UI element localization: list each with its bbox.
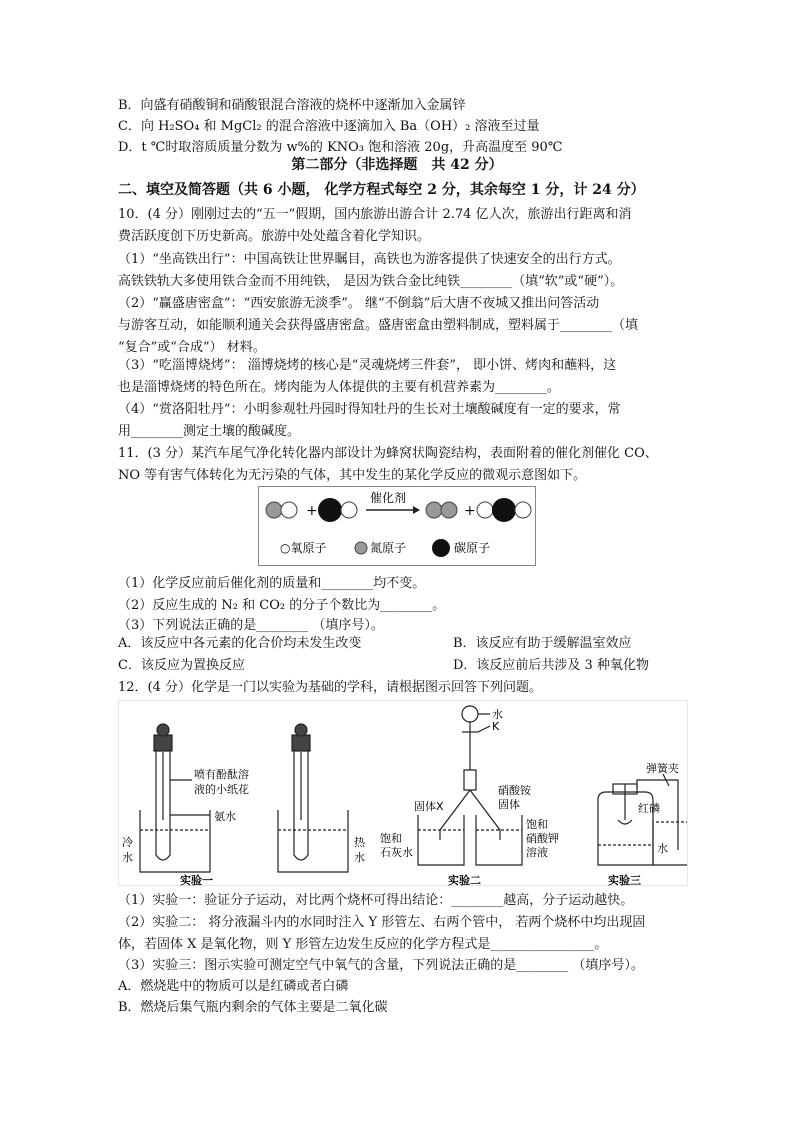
- catalyst-label: 催化剂: [370, 491, 407, 505]
- legend-nitrogen-swatch: [355, 542, 367, 554]
- q9-option-c: C．向 H₂SO₄ 和 MgCl₂ 的混合溶液中逐滴加入 Ba（OH）₂ 溶液至过量: [118, 119, 540, 134]
- q12-option-a: A．燃烧匙中的物质可以是红磷或者白磷: [118, 979, 349, 994]
- reaction-micro-diagram: [258, 486, 536, 566]
- q10-part1-line1: （1）“坐高铁出行”：中国高铁让世界瞩目，高铁也为游客提供了快速安全的出行方式。: [118, 252, 621, 267]
- q12-option-b: B．燃烧后集气瓶内剩余的气体主要是二氧化碳: [118, 1000, 388, 1015]
- label-hot: 热: [354, 836, 365, 849]
- q11-stem-line2: NO 等有害气体转化为无污染的气体，其中发生的某化学反应的微观示意图如下。: [118, 468, 587, 483]
- plus-1: +: [306, 503, 318, 519]
- label-red-phosphorus: 红磷: [638, 802, 660, 815]
- q9-option-d: D．t ℃时取溶质质量分数为 w%的 KNO₃ 饱和溶液 20g，升高温度至 90℃: [118, 140, 563, 155]
- q11-stem-line1: 11．(3 分）某汽车尾气净化转化器内部设计为蜂窝状陶瓷结构，表面附着的催化剂催化 CO、: [118, 446, 658, 461]
- q11-option-d: D．该反应前后共涉及 3 种氧化物: [453, 658, 649, 673]
- label-water-beaker: 水: [657, 842, 668, 855]
- q11-option-c: C．该反应为置换反应: [118, 658, 245, 673]
- label-spray-flower: 喷有酚酞溶: [194, 768, 249, 781]
- label-kno3-2: 硝酸钾: [526, 832, 559, 845]
- caption-experiment-three: 实验三: [608, 874, 641, 886]
- q11-option-a: A．该反应中各元素的化合价均未发生改变: [118, 636, 362, 651]
- q11-part1: （1）化学反应前后催化剂的质量和________均不变。: [118, 576, 426, 591]
- q12-part3: （3）实验三：图示实验可测定空气中氧气的含量，下列说法正确的是________ （填序号）。: [118, 958, 644, 973]
- q9-option-b: B．向盛有硝酸铜和硝酸银混合溶液的烧杯中逐渐加入金属锌: [118, 98, 466, 113]
- label-cold: 冷: [122, 836, 133, 849]
- q12-part1: （1）实验一：验证分子运动，对比两个烧杯可得出结论：________越高，分子运动越快。: [118, 893, 634, 908]
- q10-part2-line3: “复合”或“合成”） 材料。: [118, 340, 266, 355]
- q11-part3: （3）下列说法正确的是________ （填序号）。: [118, 618, 384, 633]
- label-ammonium-nitrate: 硝酸铵: [498, 784, 531, 797]
- experiments-diagram: [118, 700, 688, 886]
- label-lime-water: 饱和: [380, 832, 402, 845]
- q10-part2-line1: （2）“赢盛唐密盒”：“西安旅游无淡季”。 继“不倒翁”后大唐不夜城又推出问答活动: [118, 296, 600, 311]
- label-valve-k: K: [492, 720, 500, 733]
- plus-2: +: [464, 503, 476, 519]
- section-two-heading: 二、填空及简答题（共 6 小题， 化学方程式每空 2 分，其余每空 1 分，计 24 分）: [118, 182, 645, 198]
- label-water-funnel: 水: [492, 708, 503, 721]
- q10-part2-line2: 与游客互动，如能顺利通关会获得盛唐密盒。盛唐密盒由塑料制成，塑料属于________（填: [118, 318, 639, 333]
- q10-part3-line1: （3）“吃淄博烧烤”： 淄博烧烤的核心是“灵魂烧烤三件套”， 即小饼、烤肉和蘸料，这: [118, 358, 617, 373]
- label-spray-flower-2: 液的小纸花: [194, 783, 249, 796]
- q10-part1-line2: 高铁铁轨大多使用铁合金而不用纯铁， 是因为铁合金比纯铁________（填“软”或“硬”）。: [118, 274, 624, 289]
- legend-carbon-swatch: [432, 539, 450, 557]
- label-solid-x: 固体X: [414, 800, 444, 813]
- legend-carbon: 碳原子: [454, 541, 491, 555]
- legend-oxygen: ○氧原子: [280, 541, 327, 555]
- caption-experiment-two: 实验二: [448, 874, 481, 886]
- label-spring-clip: 弹簧夹: [646, 762, 679, 775]
- label-ammonium-nitrate-2: 固体: [498, 798, 520, 811]
- q11-part2: （2）反应生成的 N₂ 和 CO₂ 的分子个数比为________。: [118, 598, 446, 613]
- q11-option-b: B．该反应有助于缓解温室效应: [453, 636, 632, 651]
- caption-experiment-one: 实验一: [180, 874, 213, 886]
- q10-part3-line2: 也是淄博烧烤的特色所在。烤肉能为人体提供的主要有机营养素为________。: [118, 380, 561, 395]
- label-ammonia: 氨水: [214, 810, 236, 823]
- legend-nitrogen: 氮原子: [370, 541, 407, 555]
- q12-part2-line1: （2）实验二： 将分液漏斗内的水同时注入 Y 形管左、右两个管中， 若两个烧杯中均出现固: [118, 915, 646, 930]
- q12-part2-line2: 体，若固体 X 是氧化物，则 Y 形管左边发生反应的化学方程式是________________。: [118, 937, 608, 952]
- part-two-heading: 第二部分（非选择题 共 42 分）: [291, 157, 503, 173]
- label-kno3-3: 溶液: [526, 846, 548, 859]
- label-cold-2: 水: [122, 851, 133, 864]
- q12-stem: 12．(4 分）化学是一门以实验为基础的学科，请根据图示回答下列问题。: [118, 680, 543, 695]
- label-kno3: 饱和: [526, 818, 548, 831]
- co2-molecule: [477, 498, 531, 522]
- label-hot-2: 水: [354, 851, 365, 864]
- label-lime-water-2: 石灰水: [380, 846, 413, 859]
- q10-part4-line2: 用________测定土壤的酸碱度。: [118, 424, 301, 439]
- q10-stem-line1: 10．(4 分）刚刚过去的“五一”假期，国内旅游出游合计 2.74 亿人次，旅游出行距离和消: [118, 207, 632, 222]
- q10-stem-line2: 费活跃度创下历史新高。旅游中处处蕴含着化学知识。: [118, 229, 431, 244]
- q10-part4-line1: （4）“赏洛阳牡丹”：小明参观牡丹园时得知牡丹的生长对土壤酸碱度有一定的要求，常: [118, 402, 621, 417]
